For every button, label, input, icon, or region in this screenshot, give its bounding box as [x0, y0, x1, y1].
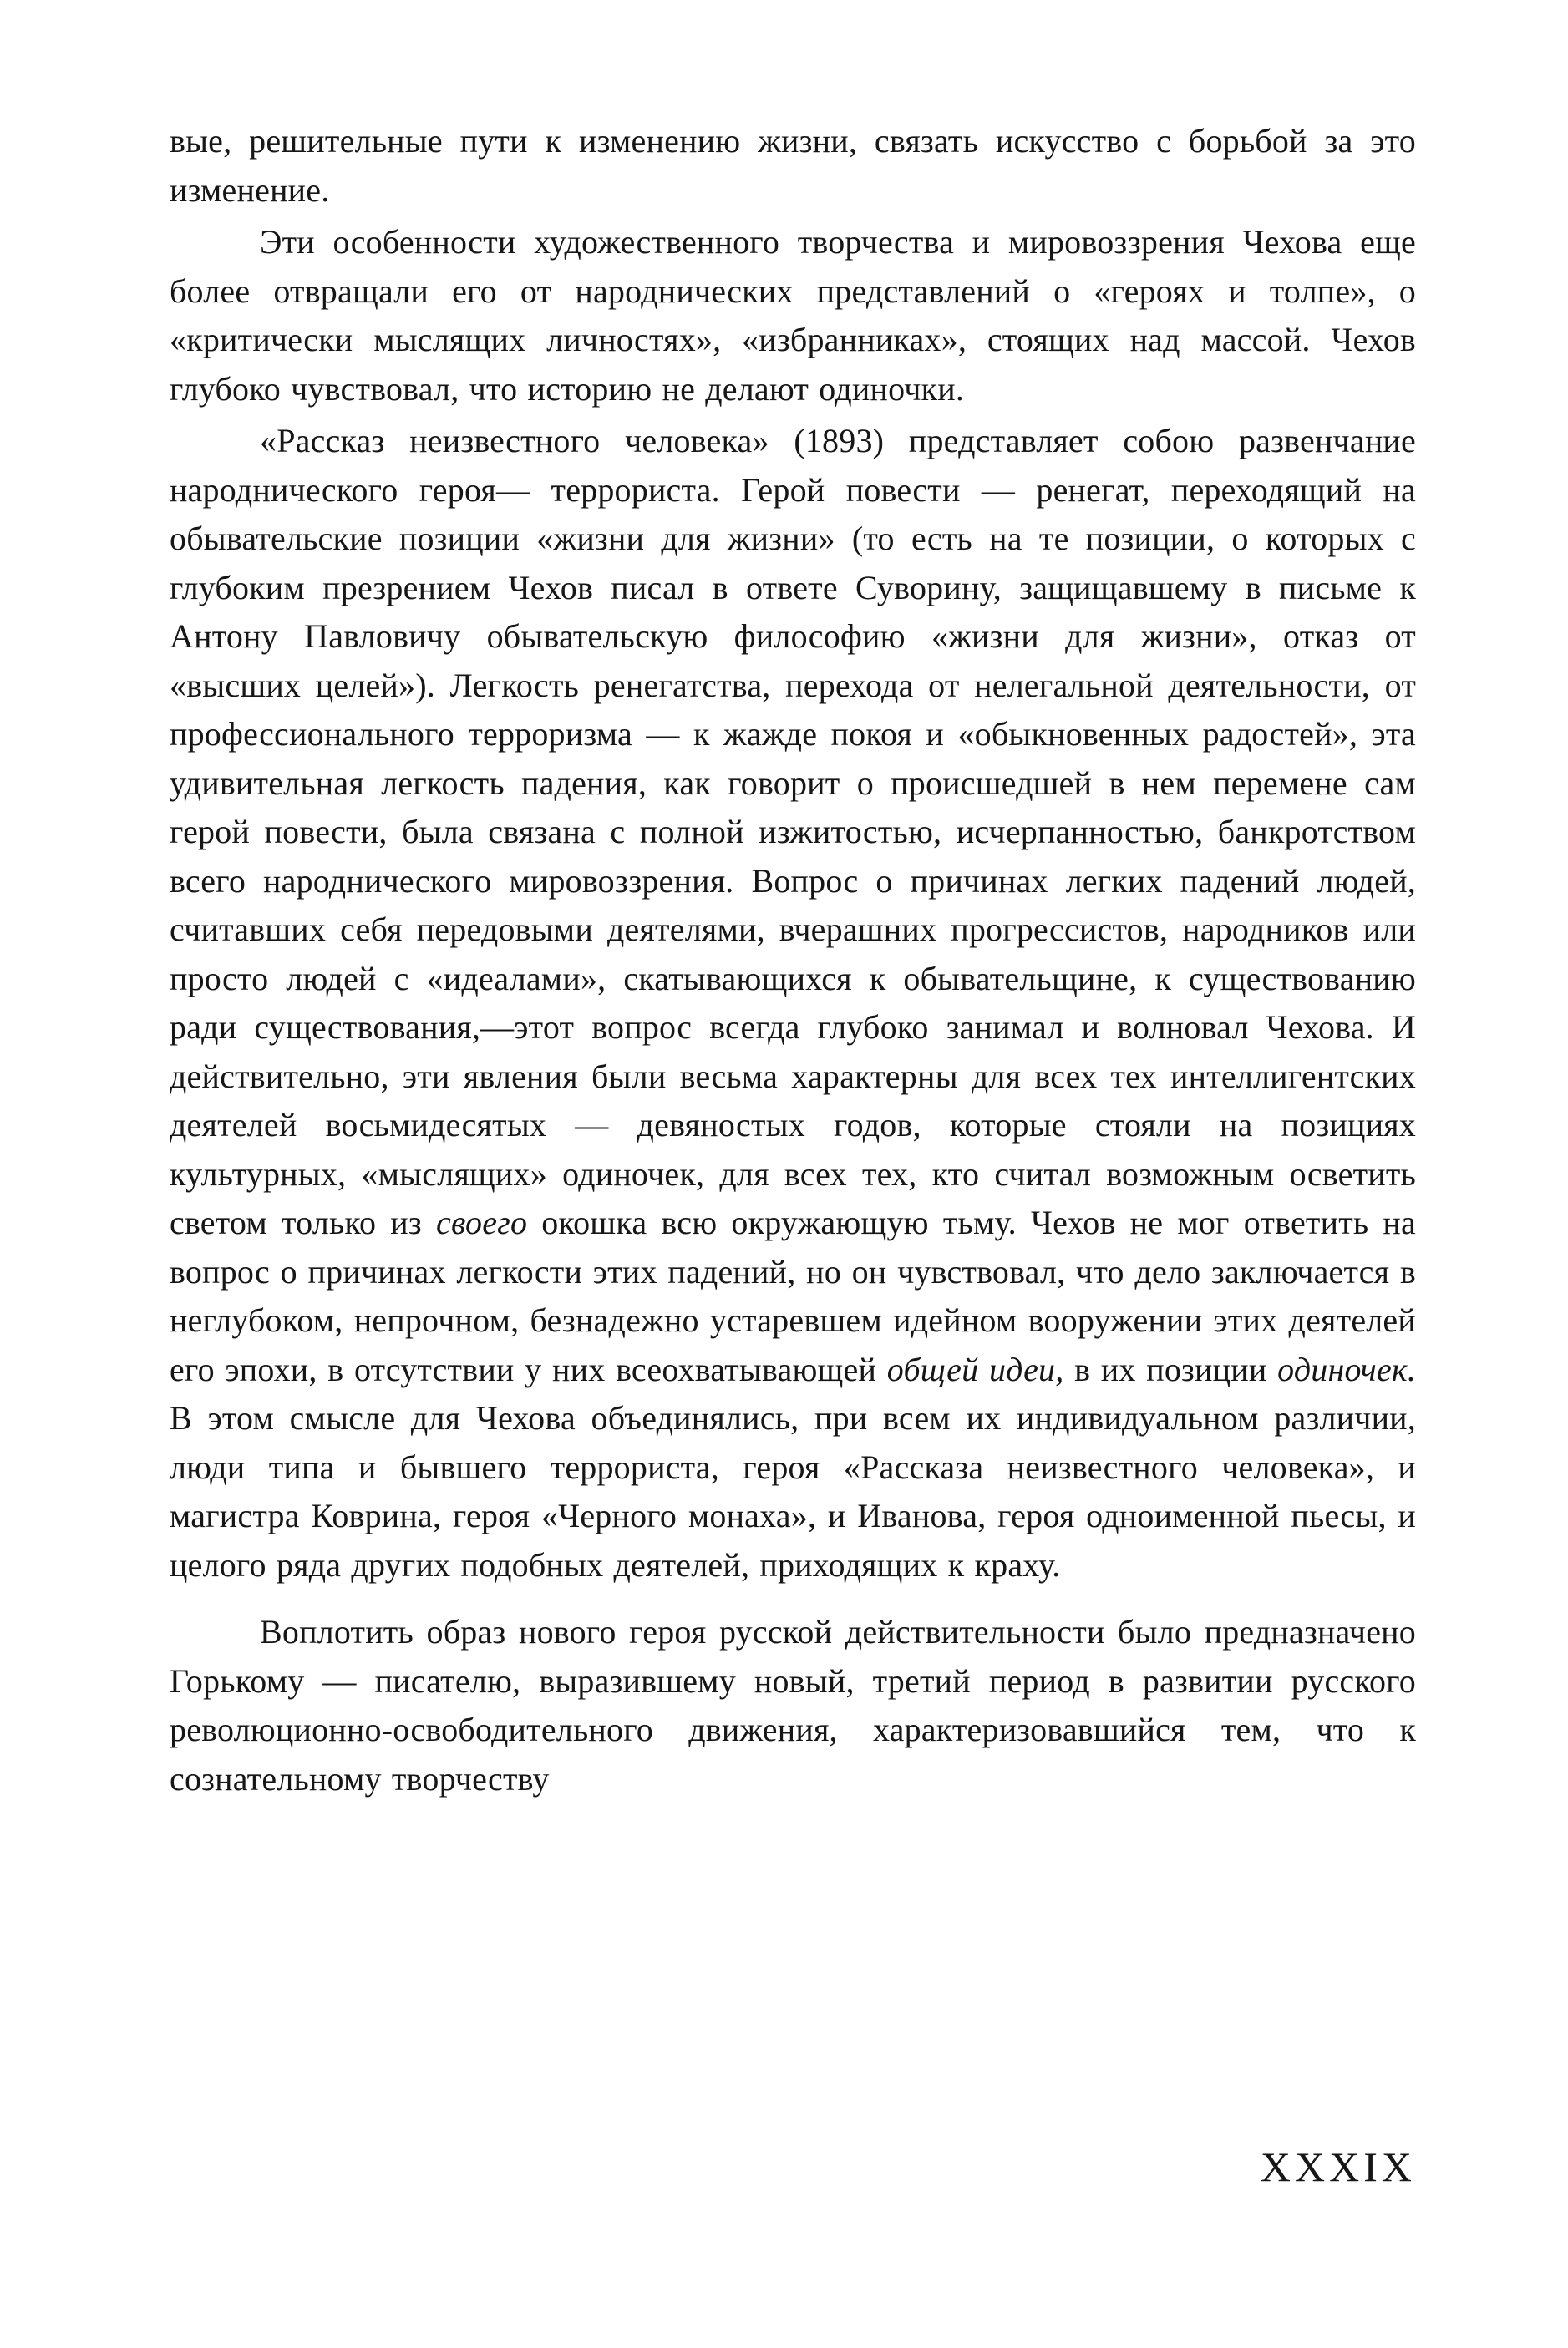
paragraph-text-segment: «Рассказ неизвестного человека» (1893) представляет собою развенчание народнического героя— террориста. Герой повести — ренегат, переходящий на обывательские позиции «жизни для жизни» (то есть на те позиции, о которых с глубоким презрением Чехов писал в ответе Суворину, защищавшему в письме к Антону Павловичу обывательскую философию «жизни для жизни», отказ от «высших целей»). Легкость ренегатства, перехода от нелегальной деятельности, от профессионального терроризма — к жажде покоя и «обыкновенных радостей», эта удивительная легкость падения, как говорит о происшедшей в нем перемене сам герой повести, была связана с полной изжитостью, исчерпанностью, банкротством всего народнического мировоззрения. Вопрос о причинах легких падений людей, считавших себя передовыми деятелями, вчерашних прогрессистов, народников или просто людей с «идеалами», скатывающихся к обывательщине, к существованию ради существования,—этот вопрос всегда глубоко занимал и волновал Чехова. И действительно, эти явления были весьма характерны для всех тех интеллигентских деятелей восьмидесятых — девяностых годов, которые стояли на позициях культурных, «мыслящих» одиночек, для всех тех, кто считал возможным осветить светом только из	[170, 422, 1416, 1241]
text-column	[170, 117, 1416, 1803]
paragraph-text-segment: окошка всю окружающую тьму. Чехов не мог ответить на вопрос о причинах легкости этих падений, но он чувствовал, что дело заключается в неглубоком, непрочном, безнадежно устаревшем идейном вооружении этих деятелей его эпохи, в отсутствии у них всеохватывающей	[170, 1204, 1416, 1388]
emphasis-obshchey-idei: общей идеи,	[886, 1350, 1064, 1388]
page-number: XXXIX	[1260, 2143, 1416, 2190]
paragraph-continuation: вые, решительные пути к изменению жизни, связать искусство с борьбой за это изменение.	[170, 122, 1416, 209]
paragraph-unknown-man-story	[170, 417, 1416, 1590]
paragraph-gorky: Воплотить образ нового героя русской действительности было предназначено Горькому — писателю, выразившему новый, третий период в развитии русского революционно-освободительного движения, характеризовавшийся тем, что к сознательному творчеству	[170, 1613, 1416, 1798]
emphasis-odinochek: одиночек.	[1277, 1350, 1417, 1388]
paragraph-chekhov-worldview: Эти особенности художественного творчества и мировоззрения Чехова еще более отвращали его от народнических представлений о «героях и толпе», о «критически мыслящих личностях», «избранниках», стоящих над массой. Чехов глубоко чувствовал, что историю не делают одиночки.	[170, 223, 1416, 408]
paragraph-text-segment: в их позиции	[1074, 1350, 1267, 1388]
emphasis-svoego: своего	[436, 1204, 528, 1241]
paragraph-text-segment: В этом смысле для Чехова объединялись, при всем их индивидуальном различии, люди типа и бывшего террориста, героя «Рассказа неизвестного человека», и магистра Коврина, героя «Черного монаха», и Иванова, героя одноименной пьесы, и целого ряда других подобных деятелей, приходящих к краху.	[170, 1399, 1416, 1584]
